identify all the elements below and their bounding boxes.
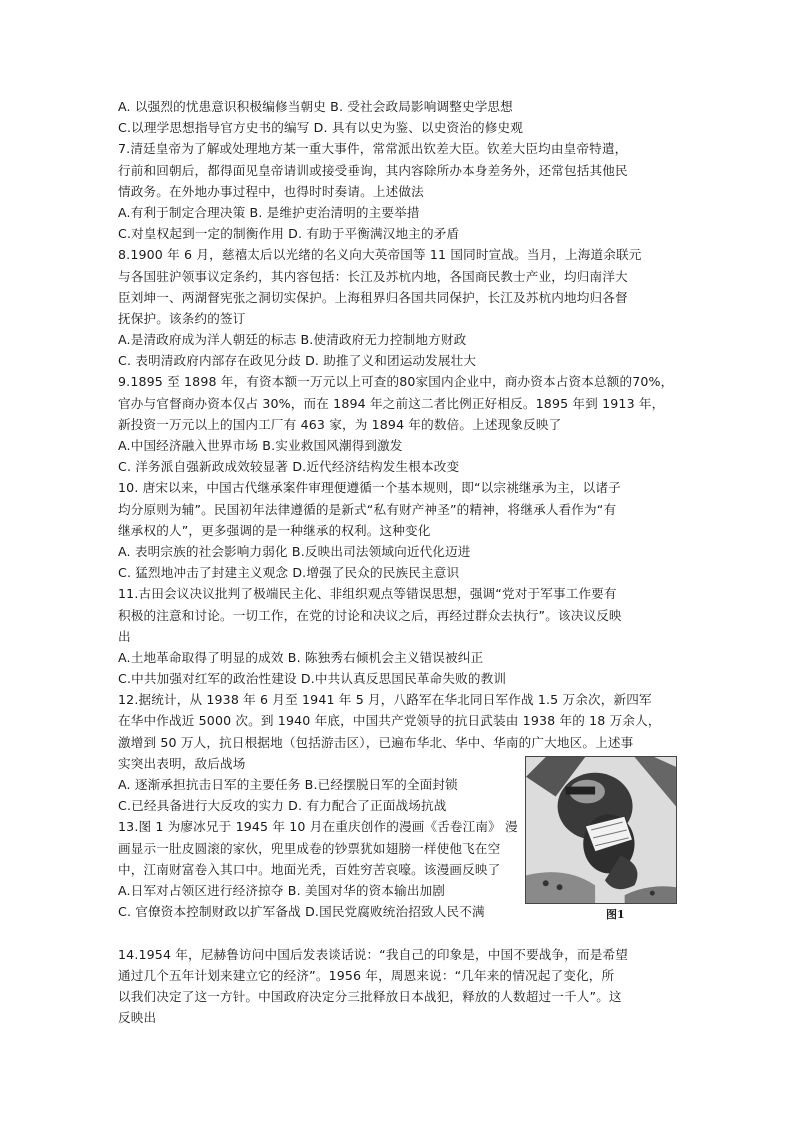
text-line: 新投资一万元以上的国内工厂有 463 家，为 1894 年的数倍。上述现象反映了 <box>118 416 562 432</box>
text-line: C. 洋务派自强新政成效较显著 D.近代经济结构发生根本改变 <box>118 459 460 475</box>
cartoon-figure <box>525 756 677 904</box>
text-line: 通过几个五年计划来建立它的经济”。1956 年，周恩来说：“几年来的情况起了变化，所 <box>118 967 615 983</box>
text-line: 在华中作战近 5000 次。到 1940 年底，中国共产党领导的抗日武装由 1938 年的 18 万余人， <box>118 713 661 729</box>
text-line: A.土地革命取得了明显的成效 B. 陈独秀右倾机会主义错误被纠正 <box>118 649 484 665</box>
text-line: 继承权的人”，更多强调的是一种继承的权利。这种变化 <box>118 522 431 538</box>
text-line: 激增到 50 万人，抗日根据地（包括游击区），已遍布华北、华中、华南的广大地区。上述事 <box>118 734 634 750</box>
text-line: 行前和回朝后，都得面见皇帝请训或接受垂询，其内容除所办本身差务外，还常包括其他民 <box>118 162 628 178</box>
text-line: 中，江南财富卷入其口中。地面光秃，百姓穷苦哀嚎。该漫画反映了 <box>118 861 501 877</box>
text-line: A.中国经济融入世界市场 B.实业救国风潮得到激发 <box>118 438 403 453</box>
text-line: 均分原则为辅”。民国初年法律遵循的是新式“私有财产神圣”的精神，将继承人看作为“有 <box>118 501 617 517</box>
text-line: A.是清政府成为洋人朝廷的标志 B.使清政府无力控制地方财政 <box>118 332 467 348</box>
text-line: 7.清廷皇帝为了解或处理地方某一重大事件，常常派出钦差大臣。钦差大臣均由皇帝特遣， <box>118 141 628 157</box>
text-line: A. 表明宗族的社会影响力弱化 B.反映出司法领域向近代化迈进 <box>118 543 471 559</box>
text-line: 14.1954 年，尼赫鲁访问中国后发表谈话说：“我自己的印象是，中国不要战争，而是希望 <box>118 946 628 962</box>
text-line: C. 官僚资本控制财政以扩军备战 D.国民党腐败统治招致人民不满 <box>118 904 485 920</box>
text-line: 12.据统计，从 1938 年 6 月至 1941 年 5 月，八路军在华北同日军作战 1.5 万余次，新四军 <box>118 692 652 708</box>
text-line: 实突出表明，敌后战场 <box>118 755 246 771</box>
text-line: C.中共加强对红军的政治性建设 D.中共认真反思国民革命失败的教训 <box>118 671 507 687</box>
figure-caption: 图1 <box>606 908 625 921</box>
text-line: 8.1900 年 6 月，慈禧太后以光绪的名义向大英帝国等 11 国同时宣战。当月，上海道余联元 <box>118 247 642 263</box>
text-line: 抚保护。该条约的签订 <box>118 310 246 326</box>
text-line: C.对皇权起到一定的制衡作用 D. 有助于平衡满汉地主的矛盾 <box>118 226 460 242</box>
text-line: 画显示一肚皮圆滚的家伙，兜里成卷的钞票犹如翅膀一样使他飞在空 <box>118 840 501 856</box>
text-line: 10. 唐宋以来，中国古代继承案件审理便遵循一个基本规则，即“以宗祧继承为主，以诸子 <box>118 480 621 496</box>
text-line: C.以理学思想指导官方史书的编写 D. 具有以史为鉴、以史资治的修史观 <box>118 120 523 136</box>
text-line: A. 以强烈的忧患意识积极编修当朝史 B. 受社会政局影响调整史学思想 <box>118 99 513 114</box>
text-line: 与各国驻沪领事议定条约，其内容包括：长江及苏杭内地，各国商民教士产业，均归南洋大 <box>118 268 628 284</box>
text-line: 以我们决定了这一方针。中国政府决定分三批释放日本战犯，释放的人数超过一千人”。这 <box>118 988 622 1004</box>
text-line: 臣刘坤一、两湖督宪张之洞切实保护。上海租界归各国共同保护，长江及苏杭内地均归各督 <box>118 289 628 305</box>
text-line: C. 猛烈地冲击了封建主义观念 D.增强了民众的民族民主意识 <box>118 565 460 581</box>
text-line: 积极的注意和讨论。一切工作，在党的讨论和决议之后，再经过群众去执行”。该决议反映 <box>118 607 622 623</box>
text-line: 情政务。在外地办事过程中，也得时时奏请。上述做法 <box>118 183 424 199</box>
text-line: A. 逐渐承担抗击日军的主要任务 B.已经摆脱日军的全面封锁 <box>118 777 458 792</box>
text-line: 9.1895 至 1898 年，有资本额一万元以上可查的80家国内企业中，商办资本占资本总额的70%， <box>118 374 674 390</box>
text-line: 13.图 1 为廖冰兄于 1945 年 10 月在重庆创作的漫画《舌卷江南》 漫 <box>118 819 518 835</box>
text-line: C.已经具备进行大反攻的实力 D. 有力配合了正面战场抗战 <box>118 798 447 814</box>
text-line: A.有利于制定合理决策 B. 是维护吏治清明的主要举措 <box>118 204 420 220</box>
text-line: 官办与官督商办资本仅占 30%，而在 1894 年之前这二者比例正好相反。1895 年到 1913 年， <box>118 395 665 411</box>
text-line: 反映出 <box>118 1010 157 1026</box>
text-line: A.日军对占领区进行经济掠夺 B. 美国对华的资本输出加剧 <box>118 882 446 898</box>
text-line <box>118 922 678 943</box>
text-line: 11.古田会议决议批判了极端民主化、非组织观点等错误思想，强调“党对于军事工作要有 <box>118 586 617 602</box>
text-line: C. 表明清政府内部存在政见分歧 D. 助推了义和团运动发展壮大 <box>118 353 477 369</box>
text-line: 出 <box>118 628 131 644</box>
cartoon-illustration <box>526 757 676 903</box>
